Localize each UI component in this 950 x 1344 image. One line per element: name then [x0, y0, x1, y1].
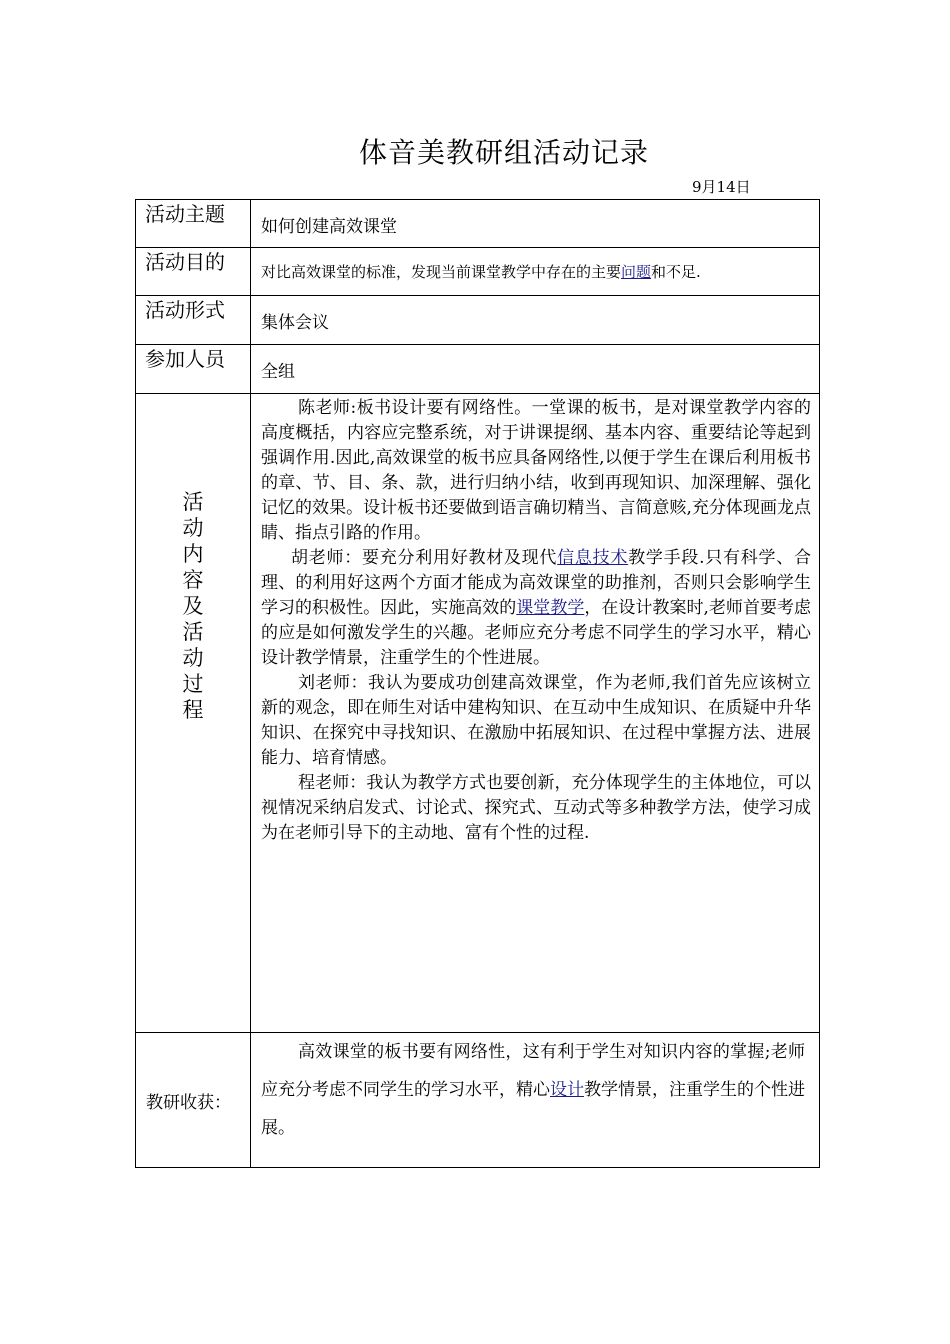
process-label-char: 动 — [182, 646, 204, 670]
paragraph-chen: 陈老师:板书设计要有网络性。一堂课的板书，是对课堂教学内容的高度概括，内容应完整系统，对于讲课提纲、基本内容、重要结论等起到强调作用.因此,高效课堂的板书应具备网络性,以便于学生在课后利用板书的章、节、目、条、款，进行归纳小结，收到再现知识、加深理解、强化记忆的效果。设计板书还要做到语言确切精当、言简意赅,充分体现画龙点睛、指点引路的作用。 — [261, 398, 811, 543]
process-label-char: 活 — [182, 490, 204, 514]
gain-text-a: 高效课堂的板书要有网络性，这有利于学生对知识内容的掌握;老师应充分考虑不同学生的学习水平，精心 — [261, 1042, 805, 1100]
hu-text-a: 胡老师：要充分利用好教材及现代 — [291, 548, 558, 568]
theme-value: 如何创建高效课堂 — [251, 200, 820, 248]
purpose-link-problem[interactable]: 问题 — [621, 263, 652, 281]
link-classroom-teaching[interactable]: 课堂教学 — [516, 598, 585, 618]
row-form — [136, 296, 820, 345]
participants-label: 参加人员 — [136, 345, 251, 394]
process-label-char: 过 — [182, 672, 204, 696]
purpose-text-before: 对比高效课堂的标准，发现当前课堂教学中存在的主要 — [261, 263, 622, 281]
process-label-char: 容 — [182, 568, 204, 592]
purpose-label: 活动目的 — [136, 248, 251, 296]
hu-text-b: 教学手段.只有科学、合理、的利用好这两个方面才能成为高效课堂的助推剂，否则只会影响学生学习的积极性。因此，实施高效的 — [261, 548, 812, 618]
row-purpose — [136, 248, 820, 296]
row-participants — [136, 345, 820, 394]
row-theme — [136, 200, 820, 248]
link-design[interactable]: 设计 — [550, 1080, 584, 1100]
row-gain — [136, 1033, 820, 1168]
paragraph-cheng: 程老师：我认为教学方式也要创新，充分体现学生的主体地位，可以视情况采纳启发式、讨论式、探究式、互动式等多种教学方法，使学习成为在老师引导下的主动地、富有个性的过程. — [261, 773, 811, 843]
process-label-char: 及 — [182, 594, 204, 618]
process-label — [136, 394, 251, 1033]
link-information-technology[interactable]: 信息技术 — [557, 548, 629, 568]
record-date: 9月14日 — [692, 178, 751, 196]
process-label-char: 程 — [182, 698, 204, 722]
participants-value: 全组 — [251, 345, 820, 394]
gain-content — [251, 1033, 820, 1168]
process-content — [251, 394, 820, 1033]
gain-label: 教研收获： — [136, 1033, 251, 1168]
hu-text-c: ，在设计教案时,老师首要考虑的应是如何激发学生的兴趣。老师应充分考虑不同学生的学习水平，精心设计教学情景，注重学生的个性进展。 — [261, 598, 812, 668]
gain-paragraph — [261, 1033, 805, 1147]
form-value: 集体会议 — [251, 296, 820, 345]
theme-label: 活动主题 — [136, 200, 251, 248]
paragraph-liu: 刘老师：我认为要成功创建高效课堂，作为老师,我们首先应该树立新的观念，即在师生对话中建构知识、在互动中生成知识、在质疑中升华知识、在探究中寻找知识、在激励中拓展知识、在过程中掌握方法、进展能力、培育情感。 — [261, 673, 811, 768]
purpose-value — [251, 248, 820, 296]
process-label-char: 内 — [182, 542, 204, 566]
activity-record-table — [135, 199, 820, 1168]
purpose-text-after: 和不足. — [651, 263, 701, 281]
process-label-char: 动 — [182, 516, 204, 540]
page-title: 体音美教研组活动记录 — [358, 136, 649, 169]
row-process — [136, 394, 820, 1033]
gain-text-b: 教学情景，注重学生的个性进展。 — [261, 1080, 805, 1138]
form-label: 活动形式 — [136, 296, 251, 345]
process-label-char: 活 — [182, 620, 204, 644]
paragraph-hu — [261, 546, 811, 671]
